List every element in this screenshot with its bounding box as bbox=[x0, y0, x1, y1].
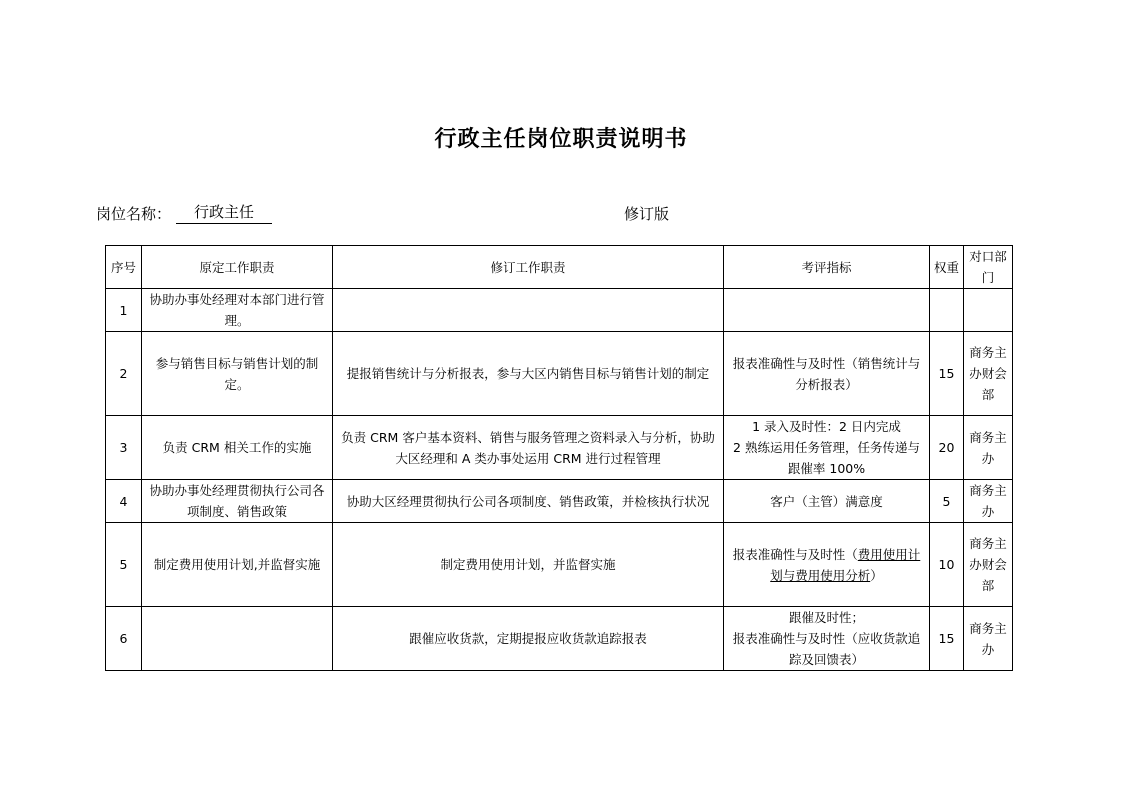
cell-revised: 跟催应收货款，定期提报应收货款追踪报表 bbox=[333, 607, 724, 671]
kpi-line: 1 录入及时性：2 日内完成 bbox=[752, 419, 901, 434]
cell-weight: 20 bbox=[930, 416, 964, 480]
table-row bbox=[106, 332, 1013, 416]
header-weight: 权重 bbox=[930, 246, 964, 289]
cell-seq: 1 bbox=[106, 289, 142, 332]
table-header-row bbox=[106, 246, 1013, 289]
header-revised: 修订工作职责 bbox=[333, 246, 724, 289]
cell-original: 协助办事处经理对本部门进行管理。 bbox=[142, 289, 333, 332]
cell-dept: 商务主办 bbox=[964, 480, 1013, 523]
cell-weight: 15 bbox=[930, 607, 964, 671]
header-kpi: 考评指标 bbox=[724, 246, 930, 289]
kpi-line: 报表准确性与及时性（应收货款追踪及回馈表） bbox=[732, 631, 921, 667]
cell-original bbox=[142, 607, 333, 671]
kpi-line: 跟催及时性； bbox=[788, 610, 864, 625]
cell-seq: 5 bbox=[106, 523, 142, 607]
cell-original: 制定费用使用计划,并监督实施 bbox=[142, 523, 333, 607]
cell-kpi bbox=[724, 289, 930, 332]
cell-seq: 4 bbox=[106, 480, 142, 523]
cell-revised bbox=[333, 289, 724, 332]
kpi-line: 2 熟练运用任务管理，任务传递与跟催率 100% bbox=[733, 440, 920, 476]
version-label: 修订版 bbox=[624, 205, 670, 223]
kpi-underlined: 费用使用计划与费用使用分析 bbox=[770, 546, 921, 583]
position-row bbox=[96, 201, 1016, 227]
cell-kpi bbox=[724, 416, 930, 480]
table-row bbox=[106, 523, 1013, 607]
cell-weight: 15 bbox=[930, 332, 964, 416]
cell-kpi bbox=[724, 607, 930, 671]
position-value: 行政主任 bbox=[176, 201, 272, 224]
table-row bbox=[106, 480, 1013, 523]
cell-seq: 2 bbox=[106, 332, 142, 416]
header-dept: 对口部门 bbox=[964, 246, 1013, 289]
cell-dept: 商务主办财会部 bbox=[964, 332, 1013, 416]
cell-seq: 6 bbox=[106, 607, 142, 671]
header-original: 原定工作职责 bbox=[142, 246, 333, 289]
cell-dept: 商务主办财会部 bbox=[964, 523, 1013, 607]
cell-kpi: 报表准确性与及时性（销售统计与分析报表） bbox=[724, 332, 930, 416]
cell-seq: 3 bbox=[106, 416, 142, 480]
cell-dept: 商务主办 bbox=[964, 416, 1013, 480]
cell-original: 协助办事处经理贯彻执行公司各项制度、销售政策 bbox=[142, 480, 333, 523]
document-title: 行政主任岗位职责说明书 bbox=[434, 127, 688, 152]
table-row bbox=[106, 289, 1013, 332]
kpi-prefix: 报表准确性与及时性（ bbox=[732, 546, 858, 562]
cell-kpi bbox=[724, 523, 930, 607]
header-seq: 序号 bbox=[106, 246, 142, 289]
cell-revised: 制定费用使用计划，并监督实施 bbox=[333, 523, 724, 607]
cell-revised: 协助大区经理贯彻执行公司各项制度、销售政策，并检核执行状况 bbox=[333, 480, 724, 523]
kpi-suffix: ） bbox=[870, 567, 883, 583]
cell-revised: 提报销售统计与分析报表，参与大区内销售目标与销售计划的制定 bbox=[333, 332, 724, 416]
cell-weight: 5 bbox=[930, 480, 964, 523]
position-label: 岗位名称： bbox=[96, 205, 172, 223]
cell-dept bbox=[964, 289, 1013, 332]
cell-weight: 10 bbox=[930, 523, 964, 607]
table-row bbox=[106, 607, 1013, 671]
table-row bbox=[106, 416, 1013, 480]
cell-dept: 商务主办 bbox=[964, 607, 1013, 671]
cell-weight bbox=[930, 289, 964, 332]
cell-original: 参与销售目标与销售计划的制定。 bbox=[142, 332, 333, 416]
cell-kpi: 客户（主管）满意度 bbox=[724, 480, 930, 523]
cell-original: 负责 CRM 相关工作的实施 bbox=[142, 416, 333, 480]
cell-revised: 负责 CRM 客户基本资料、销售与服务管理之资料录入与分析，协助大区经理和 A 类办事处运用 CRM 进行过程管理 bbox=[333, 416, 724, 480]
duties-table bbox=[105, 245, 1013, 671]
